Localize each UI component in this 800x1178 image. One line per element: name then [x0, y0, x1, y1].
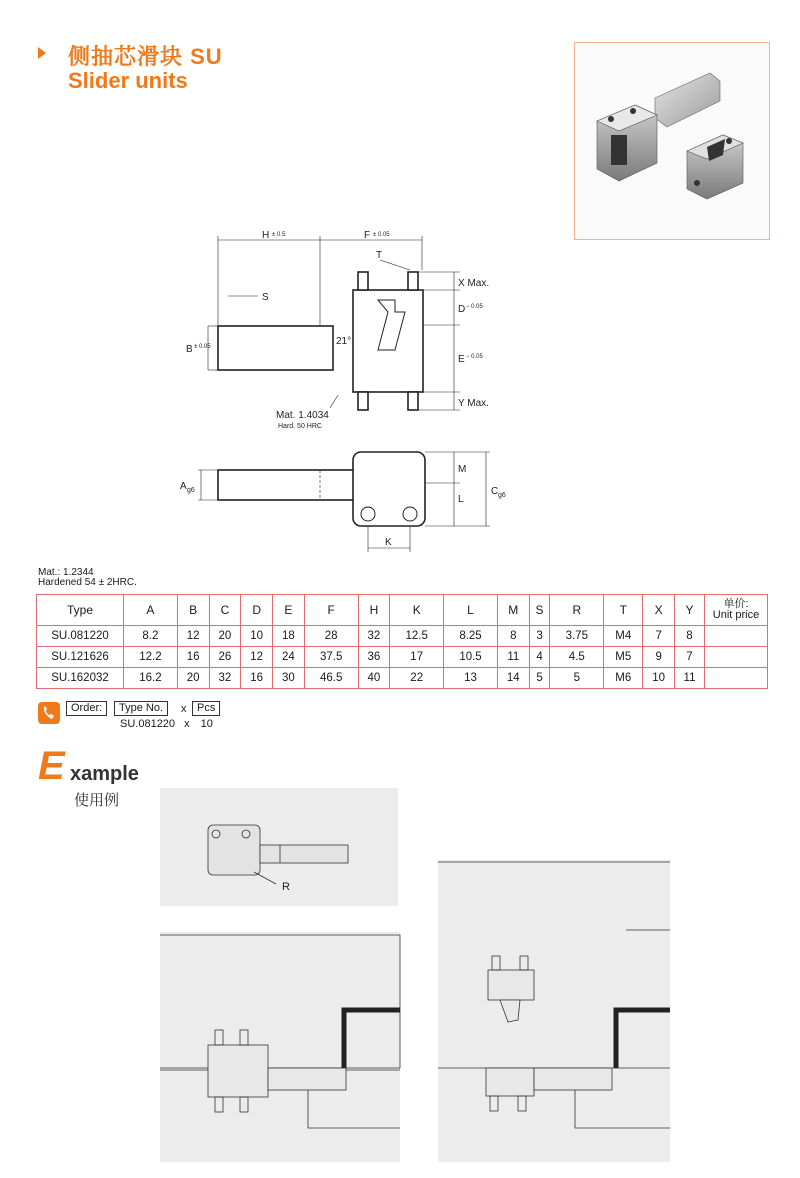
col-C: C — [209, 595, 241, 626]
cell: 4 — [529, 647, 550, 668]
cell: 16 — [241, 668, 273, 689]
order-pcs: Pcs — [192, 701, 220, 716]
slider-unit-illustration — [575, 43, 769, 239]
cell: 8 — [497, 626, 529, 647]
unit-price-cell — [705, 668, 768, 689]
example-heading-cn: 使用例 — [74, 792, 120, 809]
cell: 8 — [675, 626, 705, 647]
cell: 32 — [209, 668, 241, 689]
col-K: K — [390, 595, 444, 626]
cell: 12.2 — [124, 647, 178, 668]
cell: 12 — [177, 626, 209, 647]
example-drawings — [0, 780, 800, 1178]
cell: 12 — [241, 647, 273, 668]
col-S: S — [529, 595, 550, 626]
unit-price-cell — [705, 647, 768, 668]
dim-S: S — [262, 292, 269, 303]
table-row — [37, 626, 768, 647]
cell: 10 — [241, 626, 273, 647]
cell: SU.162032 — [37, 668, 124, 689]
dim-E-tol: − 0.05 — [466, 354, 483, 360]
cell: 3.75 — [550, 626, 604, 647]
cell: 4.5 — [550, 647, 604, 668]
dim-hard: Hard. 50 HRC — [278, 423, 322, 430]
col-E: E — [273, 595, 305, 626]
col-R: R — [550, 595, 604, 626]
cell: 18 — [273, 626, 305, 647]
cell: 13 — [444, 668, 498, 689]
dim-F: F — [364, 230, 371, 241]
order-example-type: SU.081220 — [120, 718, 176, 730]
col-unit-price — [705, 595, 768, 626]
example-heading: xample — [70, 763, 139, 785]
cell: 5 — [529, 668, 550, 689]
cell: 5 — [550, 668, 604, 689]
page-title-cn: 侧抽芯滑块 SU — [68, 44, 223, 69]
cell: 14 — [497, 668, 529, 689]
cell: 22 — [390, 668, 444, 689]
unit-price-cell — [705, 626, 768, 647]
material-note — [38, 568, 137, 588]
cell: 37.5 — [304, 647, 358, 668]
dim-A: A — [180, 481, 187, 492]
cell: 10.5 — [444, 647, 498, 668]
cell: 24 — [273, 647, 305, 668]
col-B: B — [177, 595, 209, 626]
technical-drawing — [0, 220, 800, 565]
cell: 11 — [675, 668, 705, 689]
col-A: A — [124, 595, 178, 626]
cell: 16 — [177, 647, 209, 668]
cell: 8.2 — [124, 626, 178, 647]
page-title-en: Slider units — [68, 68, 188, 93]
table-row — [37, 647, 768, 668]
dim-B-tol: ± 0.05 — [194, 344, 211, 350]
cell: 30 — [273, 668, 305, 689]
col-M: M — [497, 595, 529, 626]
col-L: L — [444, 595, 498, 626]
material-line-1: Mat.: 1.2344 — [38, 567, 94, 578]
cell: 17 — [390, 647, 444, 668]
cell: 8.25 — [444, 626, 498, 647]
col-X: X — [643, 595, 675, 626]
col-H: H — [358, 595, 390, 626]
dim-Y: Y Max. — [458, 398, 489, 409]
table-row — [37, 668, 768, 689]
cell: 28 — [304, 626, 358, 647]
col-D: D — [241, 595, 273, 626]
cell: M4 — [604, 626, 643, 647]
cell: M6 — [604, 668, 643, 689]
col-T: T — [604, 595, 643, 626]
cell: 20 — [177, 668, 209, 689]
unit-price-en: Unit price — [712, 609, 760, 621]
order-example-qty: 10 — [200, 718, 213, 730]
cell: 26 — [209, 647, 241, 668]
title-arrow-icon — [38, 47, 46, 59]
order-type-no: Type No. — [114, 701, 168, 716]
cell: 32 — [358, 626, 390, 647]
cell: SU.121626 — [37, 647, 124, 668]
order-example — [120, 718, 213, 730]
cell: 10 — [643, 668, 675, 689]
material-line-2: Hardened 54 ± 2HRC. — [38, 577, 137, 588]
dim-H: H — [262, 230, 270, 241]
cell: 40 — [358, 668, 390, 689]
col-Y: Y — [675, 595, 705, 626]
order-example-x: x — [184, 718, 190, 730]
col-F: F — [304, 595, 358, 626]
dim-B: B — [186, 344, 193, 355]
dim-M: M — [458, 464, 467, 475]
dim-E: E — [458, 354, 465, 365]
cell: SU.081220 — [37, 626, 124, 647]
cell: 16.2 — [124, 668, 178, 689]
dim-T: T — [376, 250, 383, 261]
spec-table — [36, 594, 768, 689]
dim-F-tol: ± 0.05 — [373, 232, 390, 238]
cell: 7 — [643, 626, 675, 647]
unit-price-cn: 单价: — [723, 598, 749, 610]
dim-K: K — [385, 537, 392, 548]
order-label: Order: — [66, 701, 107, 716]
cell: 20 — [209, 626, 241, 647]
cell: 7 — [675, 647, 705, 668]
dim-X: X Max. — [458, 278, 490, 289]
example-big-letter: E — [38, 744, 65, 788]
cell: 11 — [497, 647, 529, 668]
example-r-label: R — [282, 881, 290, 893]
dim-A-sub: g6 — [187, 487, 195, 494]
dim-H-tol: ± 0.5 — [272, 232, 286, 238]
cell: 3 — [529, 626, 550, 647]
table-header-row — [37, 595, 768, 626]
dim-mat: Mat. 1.4034 — [276, 410, 329, 421]
product-photo — [574, 42, 770, 240]
col-type: Type — [37, 595, 124, 626]
cell: 12.5 — [390, 626, 444, 647]
dim-angle: 21° — [336, 336, 352, 347]
cell: 9 — [643, 647, 675, 668]
phone-icon — [38, 702, 60, 724]
dim-D-tol: − 0.05 — [466, 304, 483, 310]
dim-D: D — [458, 304, 466, 315]
cell: 46.5 — [304, 668, 358, 689]
cell: 36 — [358, 647, 390, 668]
dim-L: L — [458, 494, 464, 505]
dim-C-sub: g6 — [498, 492, 506, 499]
cell: M5 — [604, 647, 643, 668]
order-x: x — [181, 703, 187, 715]
dim-C: C — [491, 486, 499, 497]
